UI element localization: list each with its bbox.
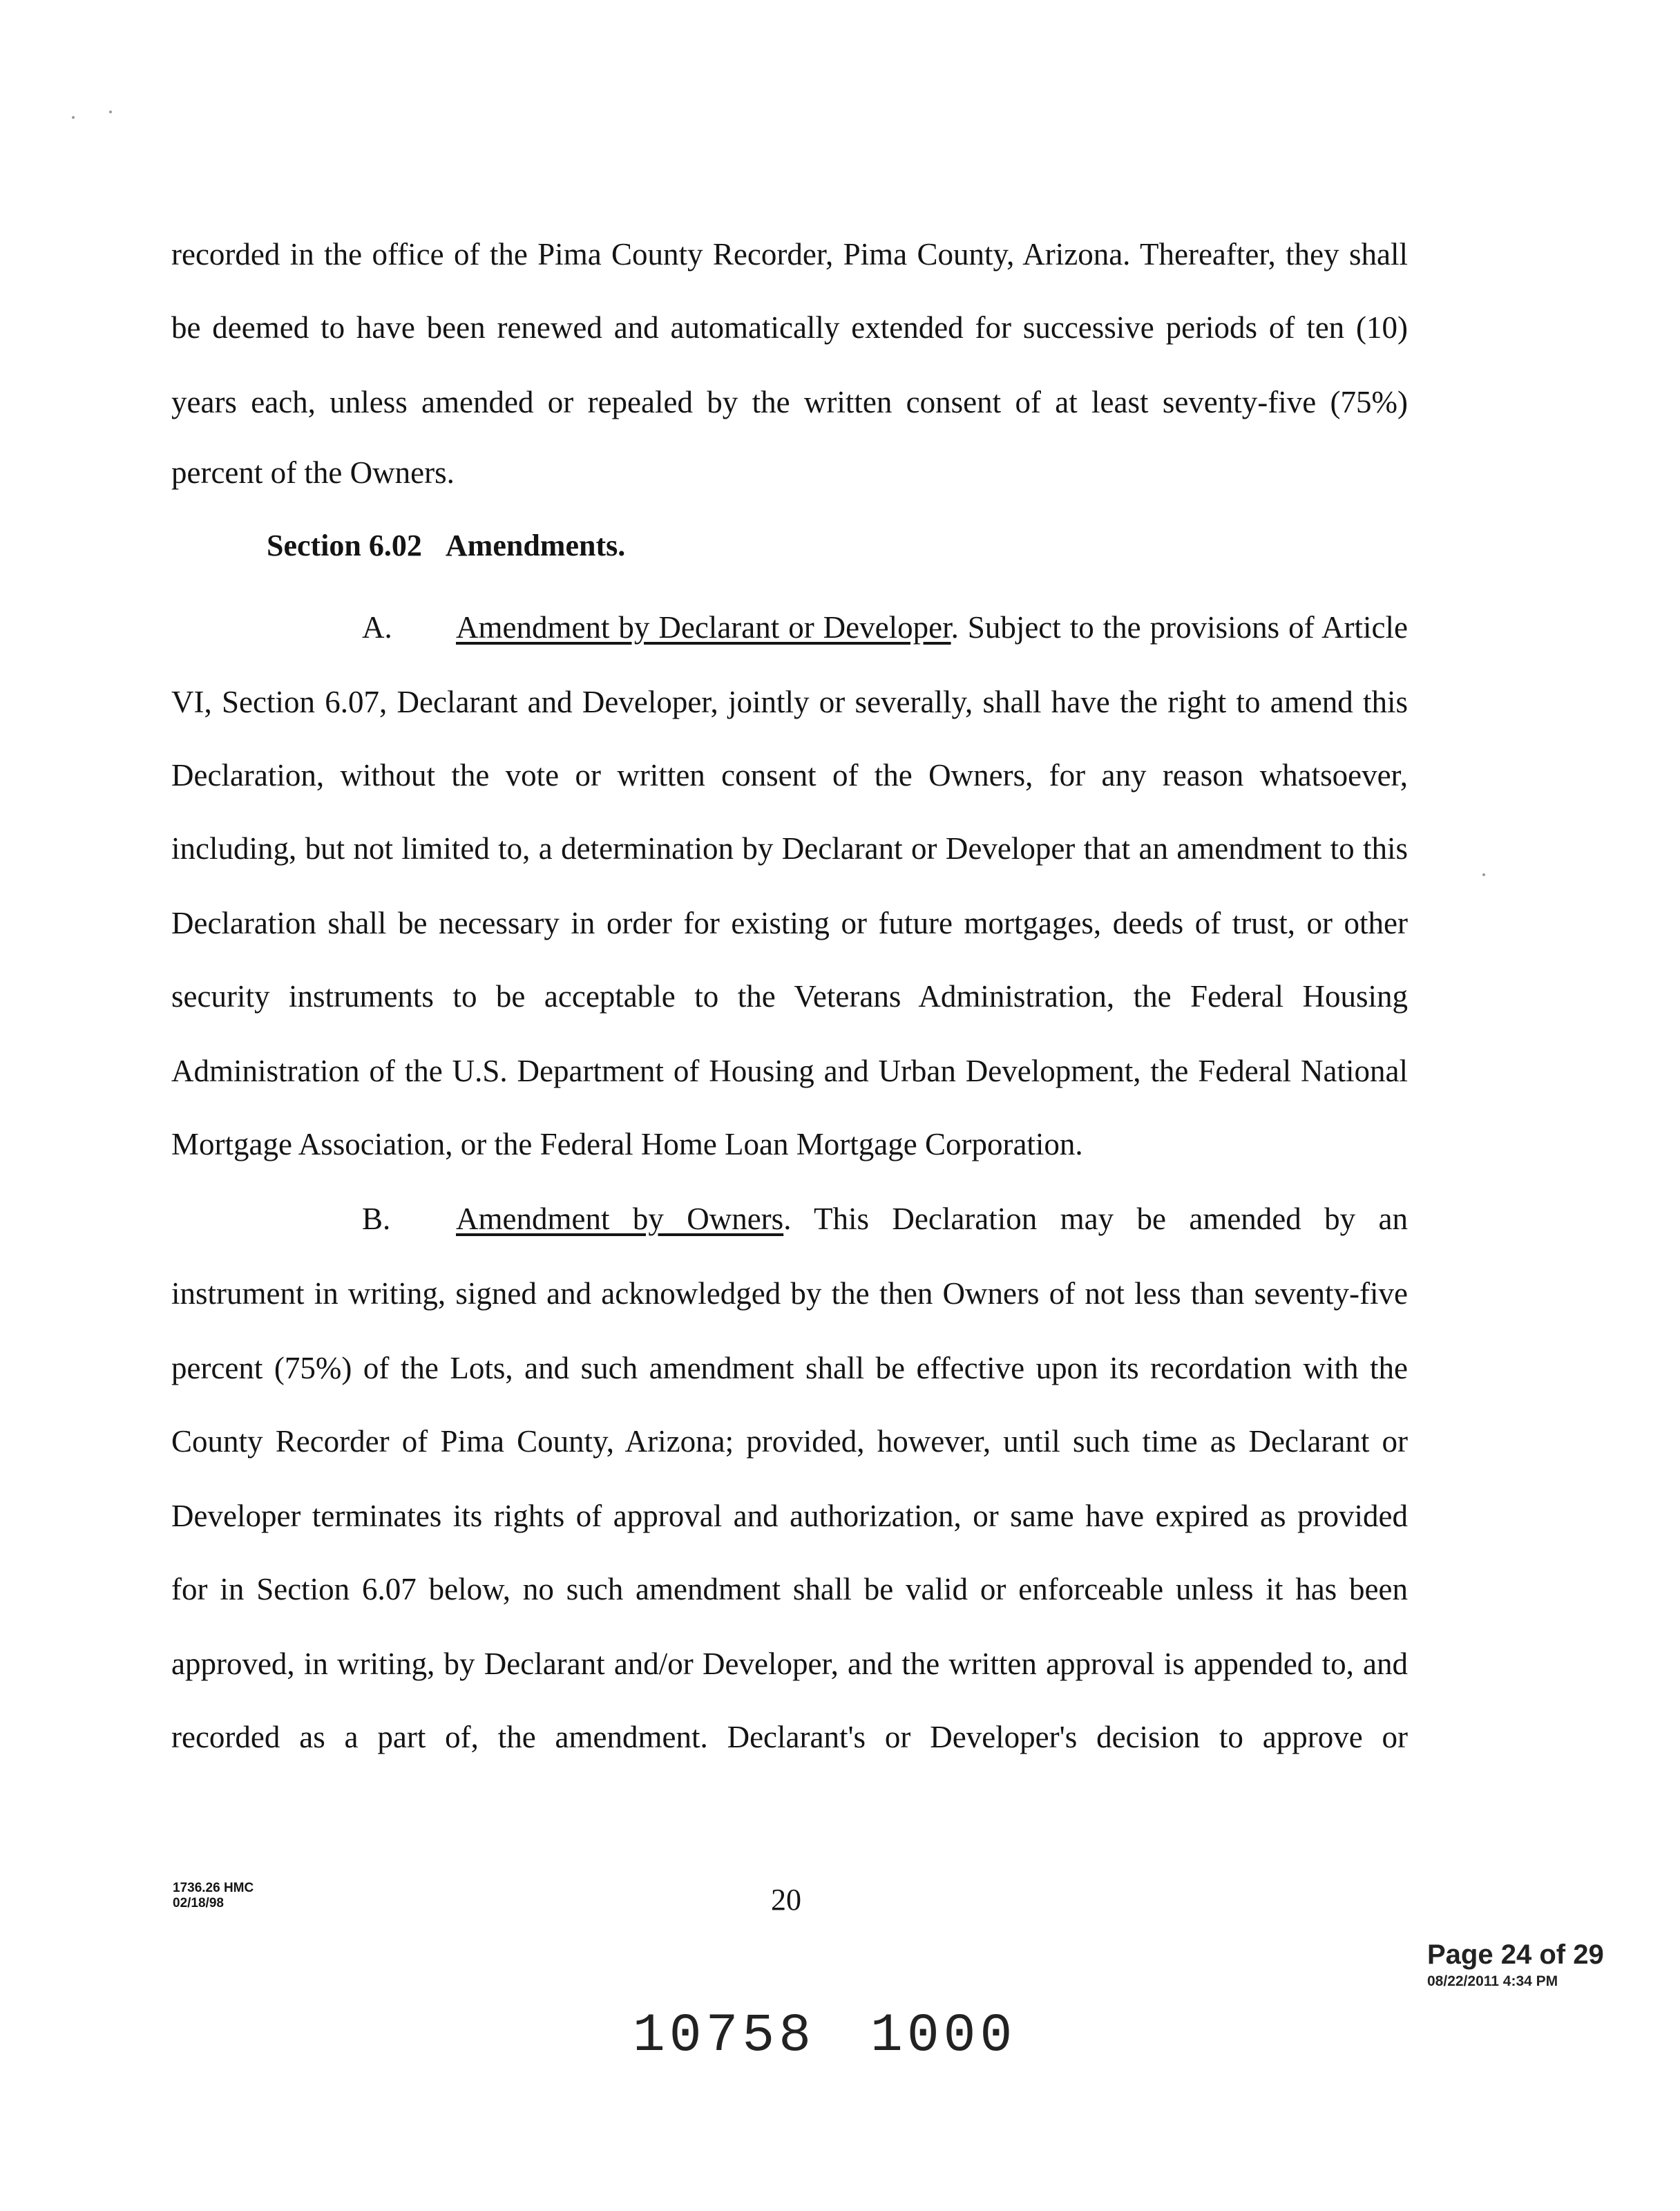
body-line: years each, unless amended or repealed by the written consent of at least seventy-five (75%) — [171, 385, 1408, 419]
subsection-letter: B. — [362, 1202, 391, 1236]
recorder-timestamp: 08/22/2011 4:34 PM — [1427, 1973, 1558, 1989]
body-line: security instruments to be acceptable to the Veterans Administration, the Federal Housing — [171, 979, 1408, 1014]
body-line: approved, in writing, by Declarant and/or Developer, and the written approval is appended to, and — [171, 1647, 1408, 1681]
body-line: Developer terminates its rights of approval and authorization, or same have expired as provided — [171, 1499, 1408, 1533]
body-line: Mortgage Association, or the Federal Home Loan Mortgage Corporation. — [171, 1127, 1083, 1161]
body-line: percent (75%) of the Lots, and such amendment shall be effective upon its recordation with the — [171, 1351, 1408, 1385]
subsection-b-first-line — [362, 1199, 1408, 1238]
scan-speck — [1482, 873, 1485, 876]
doc-date: 02/18/98 — [173, 1896, 224, 1910]
recorder-page-label: Page 24 of 29 — [1427, 1939, 1604, 1970]
body-line: recorded in the office of the Pima County Recorder, Pima County, Arizona. Thereafter, they shall — [171, 237, 1408, 272]
subsection-heading: Amendment by Owners — [456, 1202, 784, 1236]
subsection-first-line-text: . Subject to the provisions of Article — [951, 610, 1408, 645]
docket-page-number: 1000 — [870, 2006, 1017, 2067]
docket-number: 10758 — [633, 2006, 816, 2067]
docket-page-stamp — [633, 2005, 1016, 2067]
body-line: for in Section 6.07 below, no such amendment shall be valid or enforceable unless it has been — [171, 1572, 1408, 1606]
body-line: Administration of the U.S. Department of Housing and Urban Development, the Federal National — [171, 1054, 1408, 1088]
body-line: Declaration shall be necessary in order for existing or future mortgages, deeds of trust, or other — [171, 906, 1408, 940]
subsection-a-first-line — [362, 608, 1408, 647]
section-title: Amendments. — [445, 529, 626, 562]
doc-code: 1736.26 HMC — [173, 1881, 254, 1895]
scan-speck — [72, 116, 75, 119]
page-number: 20 — [771, 1883, 801, 1917]
scan-speck — [109, 111, 112, 113]
body-line: Declaration, without the vote or written consent of the Owners, for any reason whatsoever, — [171, 758, 1408, 793]
body-line: County Recorder of Pima County, Arizona; provided, however, until such time as Declarant or — [171, 1424, 1408, 1459]
footer-doc-code — [173, 1881, 254, 1911]
body-line: VI, Section 6.07, Declarant and Developer, jointly or severally, shall have the right to amend this — [171, 685, 1408, 719]
section-heading — [267, 526, 649, 565]
body-line: including, but not limited to, a determination by Declarant or Developer that an amendment to this — [171, 831, 1408, 866]
subsection-first-line-text: . This Declaration may be amended by an — [783, 1202, 1409, 1236]
body-line: be deemed to have been renewed and automatically extended for successive periods of ten (10) — [171, 310, 1408, 345]
body-line: percent of the Owners. — [171, 455, 455, 490]
body-line: recorded as a part of, the amendment. Declarant's or Developer's decision to approve or — [171, 1720, 1408, 1754]
section-number: Section 6.02 — [267, 529, 422, 562]
body-line: instrument in writing, signed and acknowledged by the then Owners of not less than seventy-five — [171, 1276, 1408, 1311]
subsection-heading: Amendment by Declarant or Developer — [456, 610, 951, 645]
subsection-letter: A. — [362, 610, 392, 645]
